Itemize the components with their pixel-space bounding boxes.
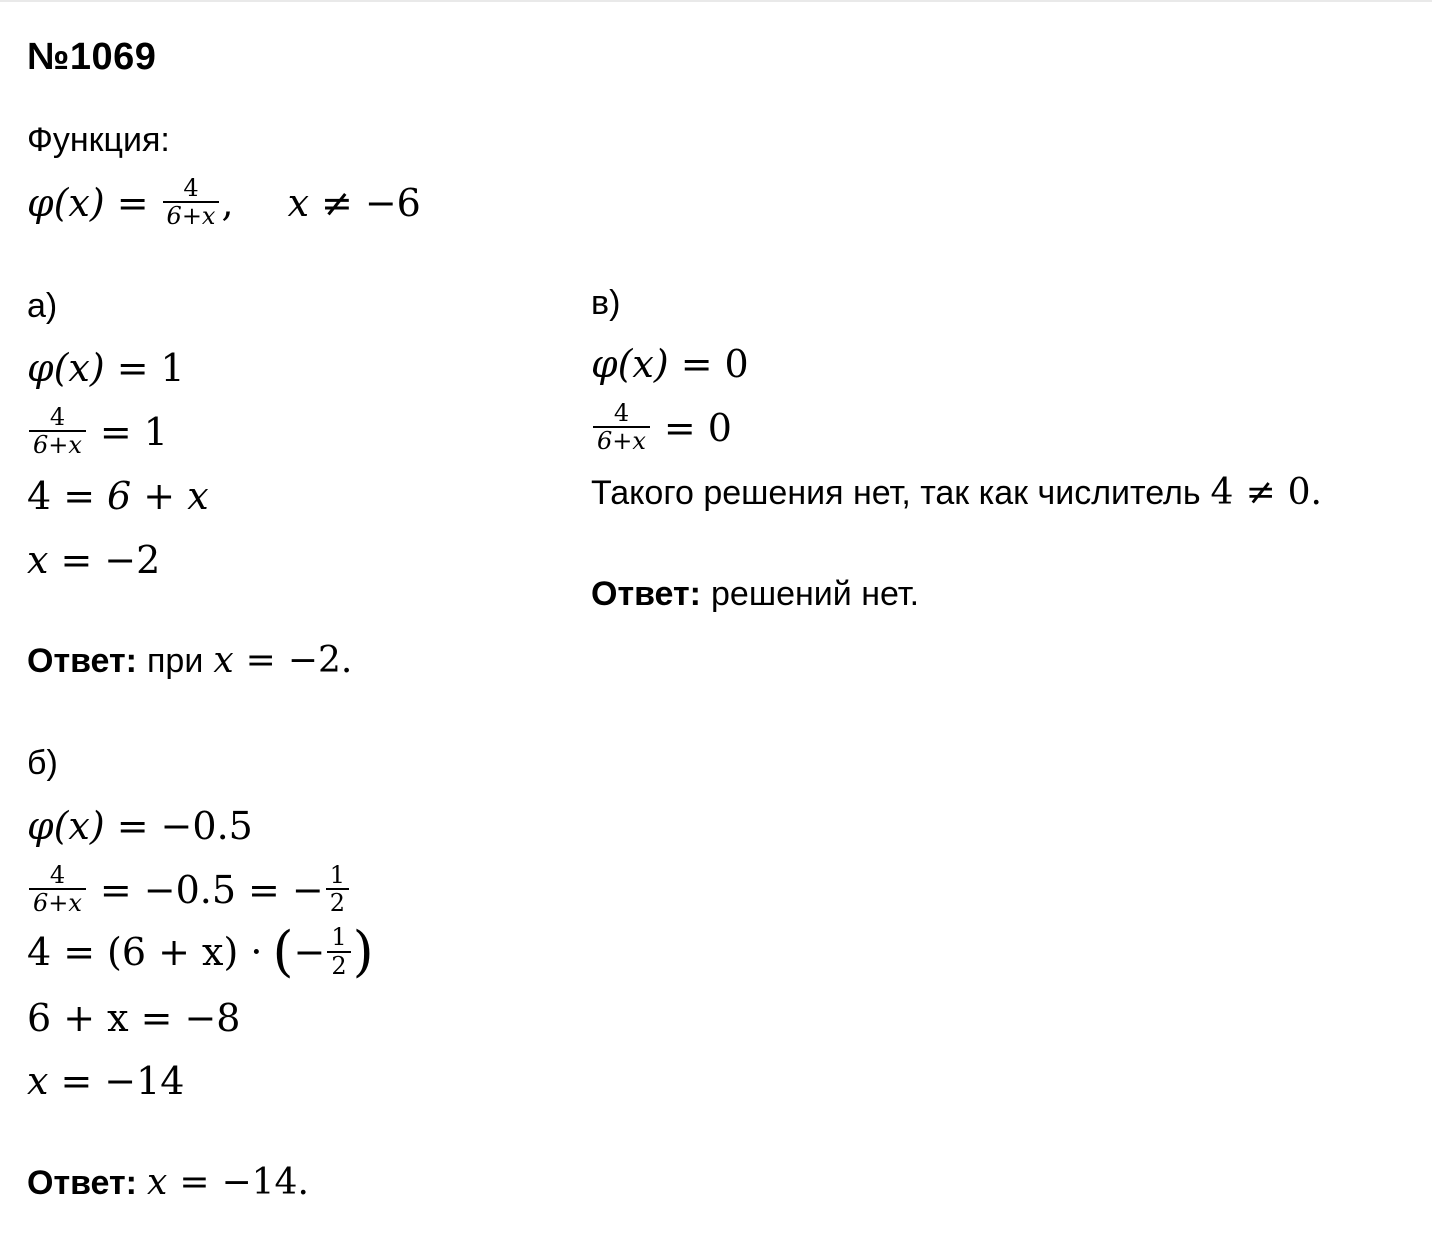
part-b-line-3: 4 = (6 + x) · ( − $\frac{1}{2}$ ): [27, 920, 374, 983]
part-v-denominator: 6+x: [593, 426, 650, 454]
part-b-half-numerator: 1: [329, 861, 346, 889]
definition-comma: ,: [221, 180, 234, 225]
part-b-half-fraction: [326, 863, 349, 916]
part-b-line-3-left: (6 + x) ·: [107, 930, 263, 974]
part-b-line-2-mid: −0.5: [143, 867, 237, 912]
part-b-line-1-lhs: φ(x): [27, 804, 105, 848]
part-b-close-paren: ): [352, 920, 374, 983]
part-b-line-3-numerator: 1: [331, 923, 347, 952]
part-b-line-2-neg: −: [291, 867, 324, 912]
part-a-line-3: 4 = 6 + x: [27, 474, 209, 518]
part-a-line-4-lhs: x: [27, 538, 49, 582]
part-a-line-4-rhs: −2: [104, 538, 161, 582]
part-a-label: а): [27, 287, 58, 325]
part-a-line-4: x = −2: [27, 538, 161, 582]
definition-numerator: 4: [183, 174, 199, 202]
definition-denominator: 6+x: [163, 201, 220, 229]
part-b-half-denominator: 2: [326, 888, 349, 916]
definition-fraction: [163, 176, 220, 229]
part-a-line-1-lhs: φ(x): [27, 346, 105, 390]
part-v-answer-text: решений нет.: [711, 575, 920, 613]
part-v-line-1-rhs: 0: [724, 342, 749, 386]
part-b-line-4-rhs: −8: [184, 996, 241, 1040]
part-v-explanation: Такого решения нет, так как числитель 4 ≠ 0.: [591, 472, 1322, 513]
part-b-answer: Ответ: x = −14.: [27, 1162, 309, 1203]
part-b-line-1-rhs: −0.5: [160, 804, 253, 848]
part-b-line-2: $\frac{4}{6+x}$ = −0.5 = − $\frac{1}{2}$: [27, 863, 351, 916]
part-b-line-1: φ(x) = −0.5: [27, 804, 253, 848]
part-a-answer-var: x: [213, 640, 234, 681]
part-b-line-5: x = −14: [27, 1059, 185, 1103]
part-v-fraction: [593, 401, 650, 454]
part-b-open-paren: (: [272, 920, 294, 983]
part-a-fraction: [29, 405, 86, 458]
part-a-answer: Ответ: при x = −2.: [27, 640, 353, 681]
part-v-line-1: φ(x) = 0: [591, 342, 749, 386]
part-b-answer-label: Ответ:: [27, 1164, 137, 1202]
part-v-numerator: 4: [613, 399, 630, 427]
part-b-line-4-lhs: 6 + x: [27, 996, 129, 1040]
part-v-explanation-text: Такого решения нет, так как числитель: [591, 474, 1201, 512]
part-b-answer-value: −14.: [221, 1162, 309, 1203]
part-b-fraction: [29, 863, 86, 916]
part-a-denominator: 6+x: [29, 430, 86, 458]
part-b-line-3-lhs: 4: [27, 930, 52, 974]
part-v-line-2-rhs: 0: [707, 405, 732, 450]
part-b-line-4: 6 + x = −8: [27, 996, 241, 1040]
part-v-explanation-rhs: 0.: [1287, 472, 1322, 513]
part-b-line-5-rhs: −14: [104, 1059, 185, 1103]
condition-neq: ≠: [321, 180, 353, 225]
part-a-line-2: $\frac{4}{6+x}$ = 1: [27, 405, 168, 458]
condition-var: x: [287, 180, 309, 225]
part-b-answer-var: x: [147, 1162, 168, 1203]
part-b-denominator: 6+x: [29, 888, 86, 916]
part-b-label: б): [27, 744, 58, 782]
part-b-line-3-neg: −: [293, 930, 326, 974]
problem-number: №1069: [27, 36, 157, 78]
top-divider: [0, 0, 1432, 2]
part-a-line-1-rhs: 1: [160, 346, 185, 390]
part-a-numerator: 4: [49, 403, 66, 431]
part-a-answer-label: Ответ:: [27, 642, 137, 680]
part-v-answer-label: Ответ:: [591, 575, 701, 613]
condition-value: −6: [364, 180, 421, 225]
part-b-line-3-denominator: 2: [327, 951, 350, 979]
part-v-explanation-lhs: 4: [1210, 472, 1234, 513]
part-v-answer: [591, 575, 919, 614]
function-label: Функция:: [27, 121, 170, 159]
part-a-line-3-rhs: 6 + x: [107, 474, 209, 518]
part-v-label: в): [591, 284, 621, 322]
part-a-line-1: φ(x) = 1: [27, 346, 185, 390]
function-definition: [27, 176, 421, 229]
part-v-line-1-lhs: φ(x): [591, 342, 669, 386]
part-b-numerator: 4: [49, 861, 66, 889]
part-a-answer-value: −2.: [287, 640, 353, 681]
definition-lhs: φ(x): [27, 180, 105, 225]
part-b-line-5-lhs: x: [27, 1059, 49, 1103]
part-b-line-3-fraction: [327, 925, 350, 978]
definition-eq: =: [116, 180, 149, 225]
part-v-line-2: $\frac{4}{6+x}$ = 0: [591, 401, 732, 454]
part-a-answer-text: при: [147, 642, 204, 680]
part-a-line-3-lhs: 4: [27, 474, 52, 518]
part-a-line-2-rhs: 1: [143, 409, 168, 454]
